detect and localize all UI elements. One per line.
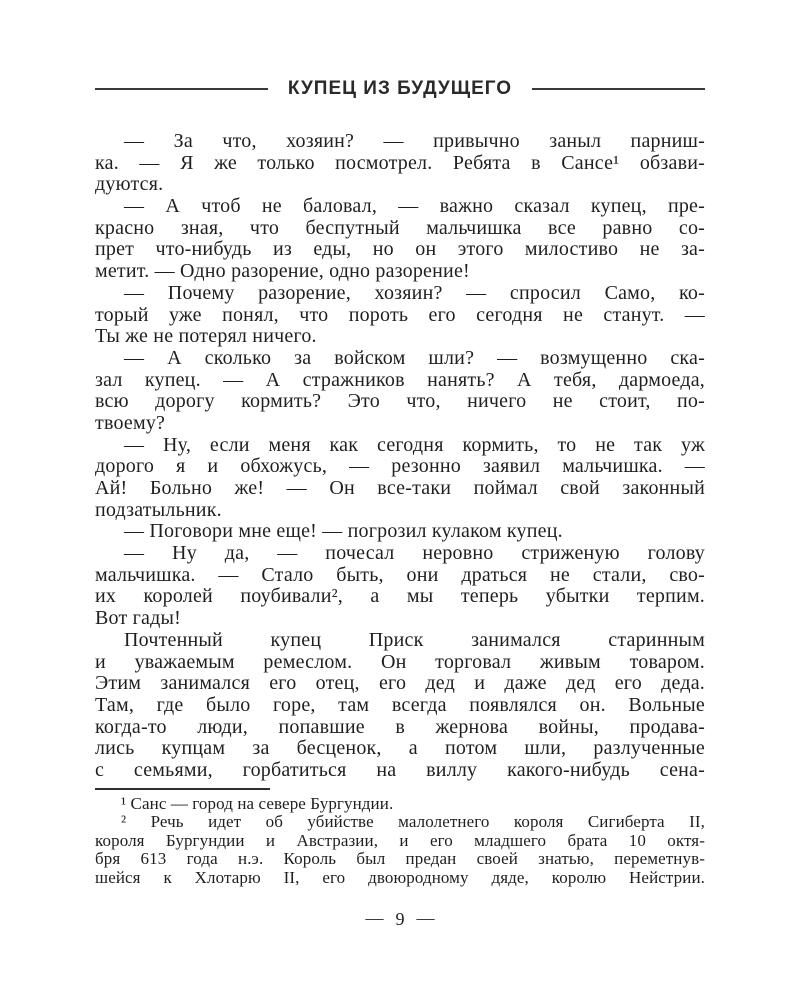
footnotes <box>95 795 705 888</box>
text-line: дуются. <box>95 174 164 196</box>
text-line: красно зная, что беспутный мальчишка все равно со- <box>95 217 705 239</box>
text-line: Ты же не потерял ничего. <box>95 326 317 348</box>
paragraph <box>95 196 705 283</box>
text-line: лись купцам за бесценок, а потом шли, разлученные <box>95 738 705 760</box>
paragraph <box>95 283 705 348</box>
text-line: — Поговори мне еще! — погрозил кулаком купец. <box>124 521 563 543</box>
text-line: мальчишка. — Стало быть, они драться не стали, сво- <box>95 564 705 586</box>
text-line: всю дорогу кормить? Это что, ничего не стоит, по- <box>95 391 705 413</box>
text-line: — А сколько за войском шли? — возмущенно ска- <box>124 347 705 369</box>
paragraph <box>95 348 705 435</box>
footnote <box>95 813 705 887</box>
page-title: КУПЕЦ ИЗ БУДУЩЕГО <box>287 78 513 99</box>
footnote-line: ¹ Санс — город на севере Бургундии. <box>121 794 394 813</box>
page-number-value: 9 <box>395 908 405 929</box>
footnote <box>95 795 705 814</box>
text-line: — Почему разорение, хозяин? — спросил Само, ко- <box>124 282 705 304</box>
paragraph <box>95 630 705 782</box>
text-line: с семьями, горбатиться на виллу какого-нибудь сена- <box>95 759 705 781</box>
body-text <box>95 131 705 782</box>
text-line: твоему? <box>95 412 166 434</box>
footnote-line: бря 613 года н.э. Король был предан своей знатью, переметнув- <box>95 850 705 869</box>
text-line: Этим занимался его отец, его дед и даже дед его деда. <box>95 673 705 695</box>
page-number-dash-left: — <box>365 907 384 928</box>
text-line: и уважаемым ремеслом. Он торговал живым товаром. <box>95 651 705 673</box>
text-line: — А чтоб не баловал, — важно сказал купец, пре- <box>124 196 705 218</box>
running-header <box>95 78 705 100</box>
paragraph <box>95 521 705 543</box>
paragraph <box>95 435 705 522</box>
text-line: торый уже понял, что пороть его сегодня не станут. — <box>95 304 705 326</box>
text-line: Почтенный купец Приск занимался старинным <box>124 629 705 651</box>
text-line: дорого я и обхожусь, — резонно заявил мальчишка. — <box>95 456 705 478</box>
footnote-line: шейся к Хлотарю II, его двоюродному дяде, королю Нейстрии. <box>95 869 705 887</box>
text-line: Вот гады! <box>95 608 181 630</box>
text-line: подзатыльник. <box>95 499 222 521</box>
text-line: — За что, хозяин? — привычно заныл парниш- <box>124 131 705 152</box>
paragraph <box>95 543 705 630</box>
page-number <box>0 909 800 930</box>
text-line: их королей поубивали², а мы теперь убытки терпим. <box>95 586 705 608</box>
footnote-line: короля Бургундии и Австразии, и его младшего брата 10 октя- <box>95 831 705 850</box>
paragraph <box>95 131 705 196</box>
text-line: зал купец. — А стражников нанять? А тебя, дармоеда, <box>95 369 705 391</box>
page-number-dash-right: — <box>416 907 435 928</box>
text-line: — Ну да, — почесал неровно стриженую голову <box>124 543 705 565</box>
text-line: ка. — Я же только посмотрел. Ребята в Сансе¹ обзави- <box>95 152 705 174</box>
text-line: когда-то люди, попавшие в жернова войны, продава- <box>95 716 705 738</box>
text-line: Там, где было горе, там всегда появлялся он. Вольные <box>95 694 705 716</box>
text-line: метит. — Одно разорение, одно разорение! <box>95 261 470 283</box>
text-line: прет что-нибудь из еды, но он этого милостиво не за- <box>95 239 705 261</box>
footnote-line: ² Речь идет об убийстве малолетнего короля Сигиберта II, <box>121 813 705 832</box>
header-rule-left <box>95 88 268 90</box>
footnote-separator <box>95 788 270 790</box>
text-line: Ай! Больно же! — Он все-таки поймал свой законный <box>95 478 705 499</box>
header-rule-right <box>532 88 705 90</box>
text-line: — Ну, если меня как сегодня кормить, то не так уж <box>124 434 705 456</box>
